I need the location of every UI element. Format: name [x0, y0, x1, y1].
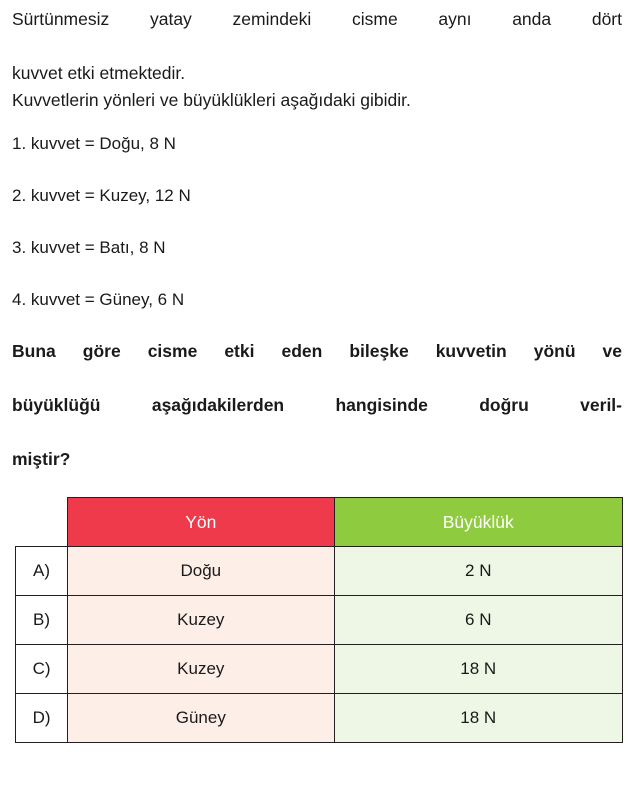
option-direction-c: Kuzey — [68, 645, 334, 694]
table-row[interactable] — [16, 645, 623, 694]
header-cell-magnitude: Büyüklük — [334, 498, 622, 547]
intro-line-3: Kuvvetlerin yönleri ve büyüklükleri aşağıdaki gibidir. — [12, 90, 411, 110]
option-letter-b: B) — [16, 596, 68, 645]
table-row[interactable] — [16, 596, 623, 645]
question-line-2: büyüklüğü aşağıdakilerden hangisinde doğru veril- — [12, 395, 622, 415]
option-magnitude-d: 18 N — [334, 694, 622, 743]
force-list — [12, 130, 622, 313]
option-direction-a: Doğu — [68, 547, 334, 596]
header-cell-blank — [16, 498, 68, 547]
option-direction-b: Kuzey — [68, 596, 334, 645]
force-item-1: 1. kuvvet = Doğu, 8 N — [12, 134, 176, 153]
force-item-4: 4. kuvvet = Güney, 6 N — [12, 290, 185, 309]
option-letter-a: A) — [16, 547, 68, 596]
intro-line-2: kuvvet etki etmektedir. — [12, 63, 186, 83]
table-row[interactable] — [16, 694, 623, 743]
header-cell-direction: Yön — [68, 498, 334, 547]
force-item-2: 2. kuvvet = Kuzey, 12 N — [12, 186, 191, 205]
option-letter-d: D) — [16, 694, 68, 743]
question-line-1: Buna göre cisme etki eden bileşke kuvvetin yönü ve — [12, 341, 622, 361]
intro-paragraph — [12, 6, 622, 114]
question-line-3: miştir? — [12, 449, 71, 469]
table-header-row — [16, 498, 623, 547]
answer-options — [12, 497, 622, 743]
option-direction-d: Güney — [68, 694, 334, 743]
option-magnitude-b: 6 N — [334, 596, 622, 645]
force-item-3: 3. kuvvet = Batı, 8 N — [12, 238, 166, 257]
answer-table — [15, 497, 623, 743]
option-magnitude-c: 18 N — [334, 645, 622, 694]
table-row[interactable] — [16, 547, 623, 596]
option-letter-c: C) — [16, 645, 68, 694]
option-magnitude-a: 2 N — [334, 547, 622, 596]
intro-line-1: Sürtünmesiz yatay zemindeki cisme aynı anda dört — [12, 9, 622, 29]
question-prompt — [12, 338, 622, 473]
